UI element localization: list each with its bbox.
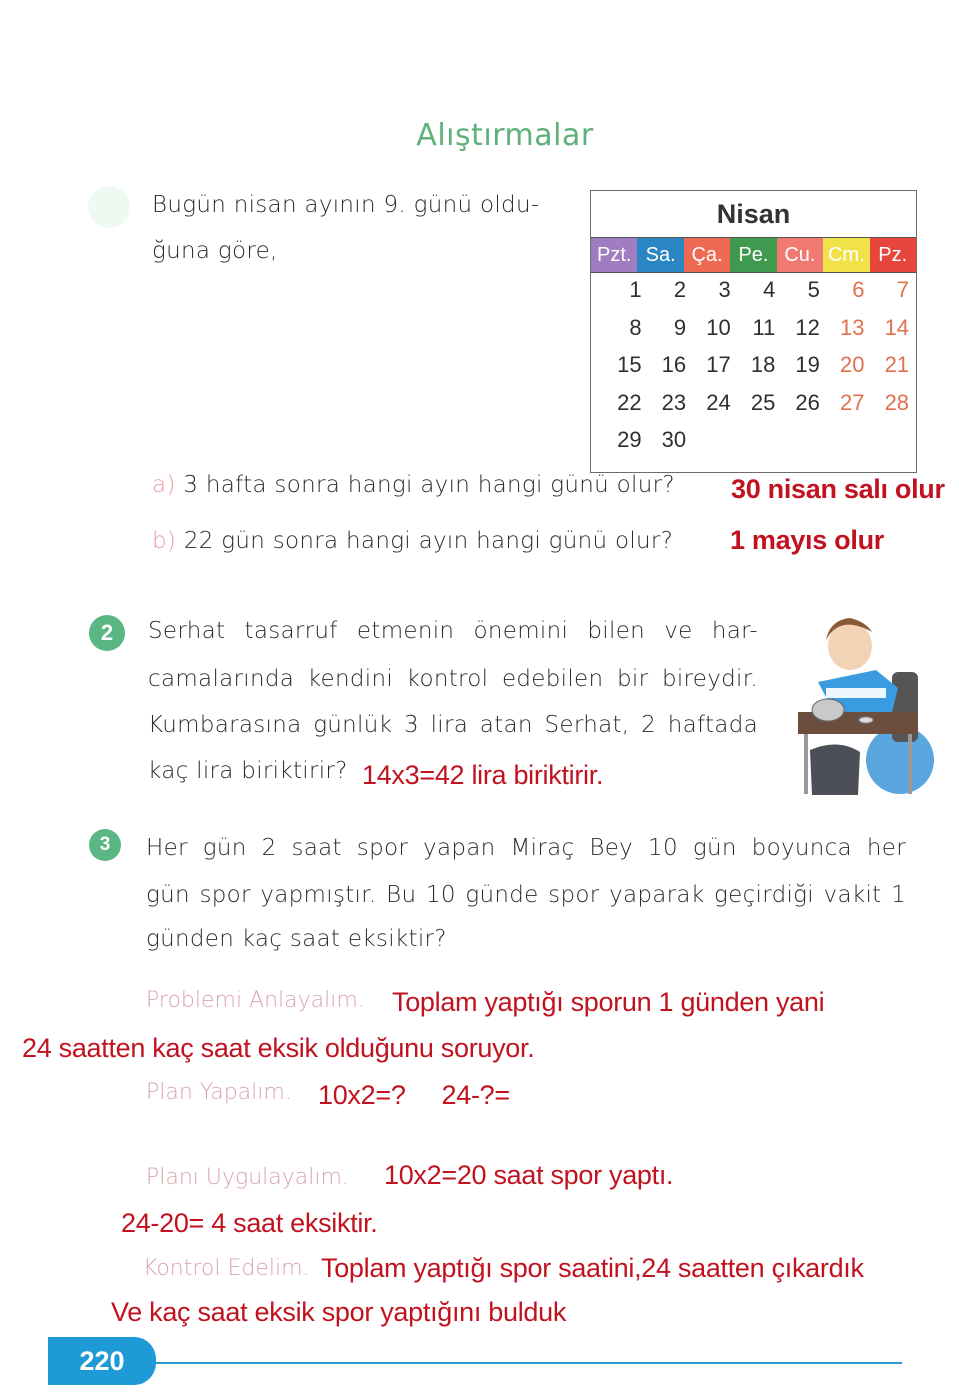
calendar-day: 30 (661, 427, 687, 452)
calendar-day: 26 (795, 389, 820, 415)
exercise-1b (152, 518, 673, 564)
step-understand-answer-2: 24 saatten kaç saat eksik olduğunu soruyor. (22, 1033, 535, 1063)
calendar-day (777, 427, 822, 465)
calendar-day: 21 (884, 352, 910, 377)
calendar-day: 23 (661, 389, 687, 415)
calendar-day: 9 (673, 314, 687, 340)
calendar-month: Nisan (716, 199, 791, 229)
exercise-2-line-4: kaç lira biriktirir? (148, 758, 348, 784)
calendar-day: 15 (617, 352, 642, 377)
exercise-2-answer: 14x3=42 lira biriktirir. (362, 760, 604, 790)
exercise-1-number-badge (88, 186, 130, 228)
exercise-1-text-line-2: ğuna göre, (152, 238, 278, 264)
calendar-day: 19 (795, 352, 820, 377)
calendar-day: 14 (884, 314, 910, 340)
calendar-day: 3 (718, 277, 731, 302)
calendar-day: 27 (839, 389, 865, 415)
exercise-2-line-3: Kumbarasına günlük 3 lira atan Serhat, 2 haftada (148, 712, 758, 738)
calendar-day (688, 427, 733, 465)
calendar-week-row (599, 352, 911, 390)
step-understand-label: Problemi Anlayalım. (146, 988, 365, 1013)
step-apply-answer-2: 24-20= 4 saat eksiktir. (121, 1208, 378, 1238)
calendar-day: 22 (617, 389, 642, 415)
calendar (590, 190, 917, 473)
calendar-day (822, 427, 867, 465)
calendar-day: 28 (884, 389, 910, 415)
exercise-2-line-2: camalarında kendini kontrol edebilen bir bireydir. (148, 666, 758, 692)
weekday-header-cell: Pe. (730, 238, 776, 272)
calendar-day: 24 (706, 389, 731, 415)
weekday-header-cell: Pz. (870, 238, 916, 272)
step-apply-answer-1: 10x2=20 saat spor yaptı. (384, 1160, 674, 1190)
calendar-day: 5 (807, 277, 820, 302)
calendar-day: 8 (629, 314, 642, 340)
calendar-day: 10 (706, 314, 731, 340)
calendar-day (866, 427, 911, 465)
calendar-weekday-header (591, 237, 916, 273)
step-plan-answer: 10x2=? 24-?= (318, 1080, 510, 1110)
calendar-day: 16 (661, 352, 687, 377)
calendar-day: 12 (795, 314, 820, 340)
calendar-week-row (599, 277, 911, 315)
answer-a: 30 nisan salı olur (731, 474, 945, 504)
weekday-header-cell: Cm. (823, 238, 869, 272)
question-b-text: 22 gün sonra hangi ayın hangi günü olur? (183, 528, 674, 554)
calendar-day (733, 427, 778, 465)
question-a-text: 3 hafta sonra hangi ayın hangi günü olur? (183, 472, 675, 498)
calendar-week-row (599, 427, 911, 465)
calendar-day: 20 (839, 352, 865, 377)
exercise-1a (152, 462, 675, 508)
step-check-label: Kontrol Edelim. (143, 1256, 310, 1281)
calendar-day: 29 (617, 427, 642, 452)
weekday-header-cell: Pzt. (591, 238, 637, 272)
question-b-label: b) (152, 528, 177, 554)
calendar-day: 13 (839, 314, 865, 340)
question-a-label: a) (152, 472, 176, 498)
step-check-answer-1: Toplam yaptığı spor saatini,24 saatten çıkardık (321, 1253, 864, 1283)
exercise-1-text-line-1: Bugün nisan ayının 9. günü oldu- (152, 192, 540, 218)
boy-with-piggy-bank-illustration (780, 610, 940, 795)
calendar-day: 7 (896, 277, 910, 302)
exercise-3-number-badge: 3 (89, 829, 121, 861)
exercise-2-line-1: Serhat tasarruf etmenin önemini bilen ve har- (148, 618, 758, 644)
exercise-2-number-badge: 2 (89, 615, 125, 651)
page-title: Alıştırmalar (416, 118, 594, 153)
step-apply-label: Planı Uygulayalım. (146, 1165, 349, 1190)
calendar-grid (599, 277, 911, 465)
calendar-day: 11 (752, 314, 776, 340)
calendar-day: 25 (750, 389, 776, 415)
footer-divider (150, 1362, 902, 1364)
calendar-day: 1 (629, 277, 642, 302)
weekday-header-cell: Sa. (637, 238, 683, 272)
weekday-header-cell: Ça. (684, 238, 730, 272)
calendar-week-row (599, 390, 911, 428)
calendar-day: 6 (852, 277, 865, 302)
calendar-week-row (599, 315, 911, 353)
calendar-day: 4 (763, 277, 776, 302)
weekday-header-cell: Cu. (777, 238, 823, 272)
exercise-3-line-2: gün spor yapmıştır. Bu 10 günde spor yaparak geçirdiği vakit 1 (146, 882, 906, 908)
exercise-3-line-3: günden kaç saat eksiktir? (146, 926, 447, 952)
exercise-3-line-1: Her gün 2 saat spor yapan Miraç Bey 10 gün boyunca her (146, 835, 906, 861)
page-number: 220 (48, 1337, 156, 1385)
step-understand-answer-1: Toplam yaptığı sporun 1 günden yani (392, 987, 825, 1017)
answer-b: 1 mayıs olur (730, 525, 884, 555)
step-check-answer-2: Ve kaç saat eksik spor yaptığını bulduk (111, 1297, 567, 1327)
calendar-day: 2 (673, 277, 687, 302)
step-plan-label: Plan Yapalım. (146, 1080, 292, 1105)
calendar-day: 17 (706, 352, 731, 377)
calendar-day: 18 (750, 352, 776, 377)
